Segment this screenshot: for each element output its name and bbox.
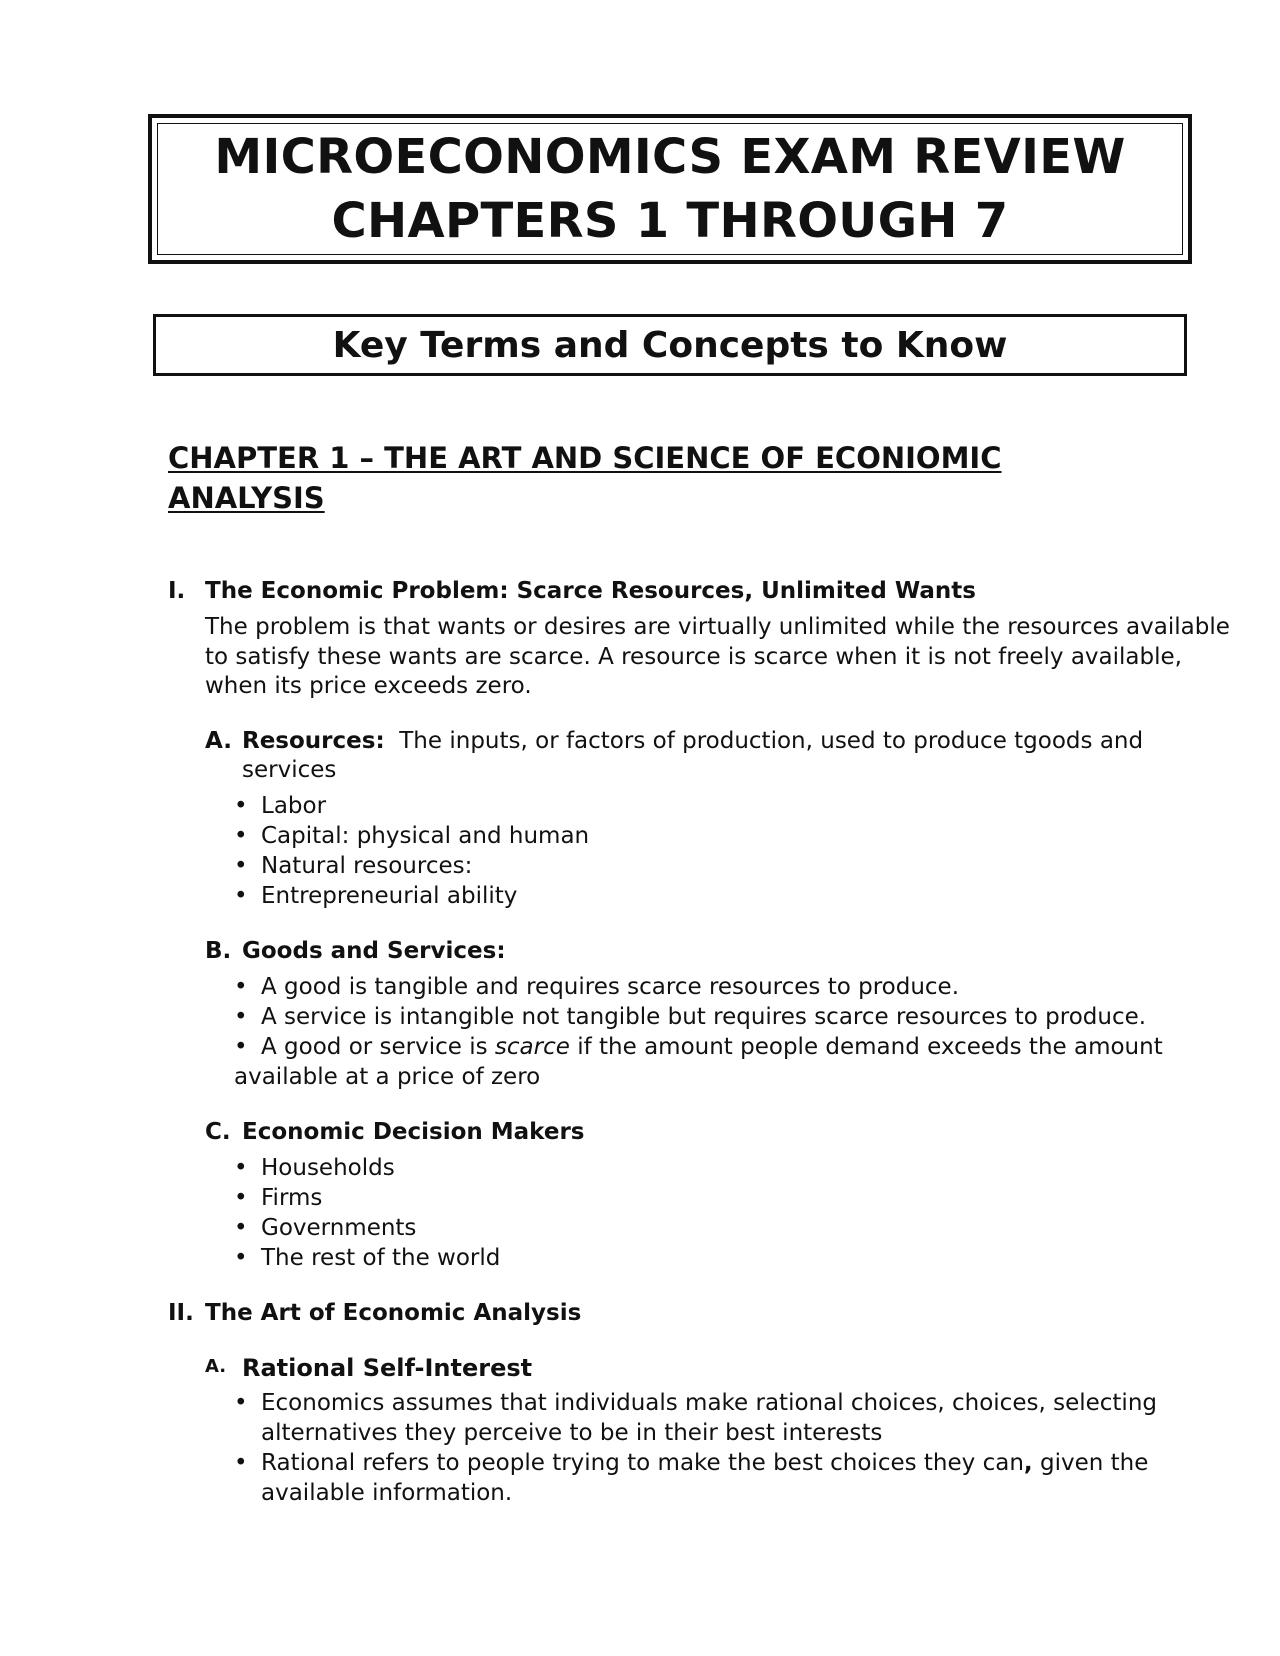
- bullet-item: [234, 883, 517, 909]
- bullet-text: Entrepreneurial ability: [261, 883, 518, 909]
- subtitle-text: Key Terms and Concepts to Know: [332, 324, 1008, 366]
- bullet-text: Natural resources:: [261, 853, 473, 879]
- bullet-text: A good is tangible and requires scarce resources to produce.: [261, 974, 960, 1000]
- chapter-heading-line-1: CHAPTER 1 – THE ART AND SCIENCE OF ECONIOMIC: [168, 441, 1002, 475]
- bullet-text-post: given the: [1032, 1450, 1149, 1476]
- bullet-item: [234, 1004, 1146, 1030]
- bullet-dot: •: [234, 1004, 248, 1030]
- chapter-heading: [168, 438, 1168, 518]
- sub-a-text-cont: services: [242, 757, 337, 783]
- sub-c-label: Economic Decision Makers: [242, 1119, 585, 1145]
- bullet-dot: •: [234, 1245, 248, 1271]
- bullet-item: [234, 974, 959, 1000]
- section-2-sub-a-letter: A.: [205, 1356, 227, 1377]
- bullet-dot: •: [234, 1185, 248, 1211]
- bullet-dot: •: [234, 883, 248, 909]
- bullet-text: [261, 1450, 1148, 1476]
- sub-a-letter: A.: [205, 728, 232, 754]
- section-1-body-line-3: when its price exceeds zero.: [205, 673, 532, 699]
- title-line-1: MICROECONOMICS EXAM REVIEW: [214, 129, 1126, 185]
- bullet-dot: •: [234, 1155, 248, 1181]
- bullet-text: The rest of the world: [261, 1245, 501, 1271]
- bullet-item: [234, 853, 472, 879]
- bullet-text: [261, 1034, 1163, 1060]
- bullet-text-cont: available information.: [261, 1480, 513, 1506]
- bullet-dot: •: [234, 793, 248, 819]
- bullet-text: Capital: physical and human: [261, 823, 590, 849]
- section-1-title: The Economic Problem: Scarce Resources, Unlimited Wants: [205, 578, 976, 604]
- bullet-item: [234, 1245, 500, 1271]
- sub-a-line: [242, 728, 1143, 754]
- bullet-text: A service is intangible not tangible but requires scarce resources to produce.: [261, 1004, 1147, 1030]
- bullet-dot: •: [234, 974, 248, 1000]
- bullet-text-cont: alternatives they perceive to be in their best interests: [261, 1420, 883, 1446]
- bullet-item: [234, 1034, 1163, 1060]
- title-box-inner: [157, 123, 1183, 255]
- section-2-title: The Art of Economic Analysis: [205, 1300, 582, 1326]
- bold-comma: ,: [1023, 1450, 1033, 1476]
- section-1-body-line-2: to satisfy these wants are scarce. A resource is scarce when it is not freely available,: [205, 644, 1182, 670]
- bullet-item: [234, 1450, 1148, 1476]
- sub-a-text: The inputs, or factors of production, used to produce tgoods and: [384, 728, 1144, 754]
- subtitle-box: [153, 314, 1187, 376]
- section-2-numeral: II.: [168, 1300, 194, 1326]
- scarce-emphasis: scarce: [494, 1034, 570, 1060]
- bullet-item: [234, 1215, 416, 1241]
- sub-b-label: Goods and Services:: [242, 938, 506, 964]
- chapter-heading-line-2: ANALYSIS: [168, 481, 325, 515]
- bullet-text: Households: [261, 1155, 395, 1181]
- bullet-dot: •: [234, 1034, 248, 1060]
- bullet-text: Firms: [261, 1185, 323, 1211]
- bullet-dot: •: [234, 853, 248, 879]
- bullet-text-pre: Rational refers to people trying to make the best choices they can: [261, 1450, 1024, 1476]
- bullet-text-pre: A good or service is: [261, 1034, 495, 1060]
- bullet-item: [234, 1155, 395, 1181]
- bullet-text: Governments: [261, 1215, 417, 1241]
- bullet-dot: •: [234, 1450, 248, 1476]
- bullet-item: [234, 823, 589, 849]
- title-box: [148, 114, 1192, 264]
- bullet-item: [234, 1390, 1157, 1416]
- bullet-dot: •: [234, 823, 248, 849]
- section-2-sub-a-label: Rational Self-Interest: [242, 1354, 533, 1382]
- title-line-2: CHAPTERS 1 THROUGH 7: [331, 193, 1009, 249]
- section-1-numeral: I.: [168, 578, 186, 604]
- bullet-item: [234, 1185, 322, 1211]
- bullet-dot: •: [234, 1215, 248, 1241]
- bullet-text: Labor: [261, 793, 327, 819]
- bullet-dot: •: [234, 1390, 248, 1416]
- section-1-body-line-1: The problem is that wants or desires are virtually unlimited while the resources available: [205, 614, 1230, 640]
- sub-c-letter: C.: [205, 1119, 231, 1145]
- bullet-text: Economics assumes that individuals make rational choices, choices, selecting: [261, 1390, 1157, 1416]
- bullet-text-post: if the amount people demand exceeds the amount: [569, 1034, 1163, 1060]
- sub-a-label: Resources:: [242, 728, 385, 754]
- bullet-item: [234, 793, 326, 819]
- bullet-text-cont: available at a price of zero: [234, 1064, 541, 1090]
- sub-b-letter: B.: [205, 938, 232, 964]
